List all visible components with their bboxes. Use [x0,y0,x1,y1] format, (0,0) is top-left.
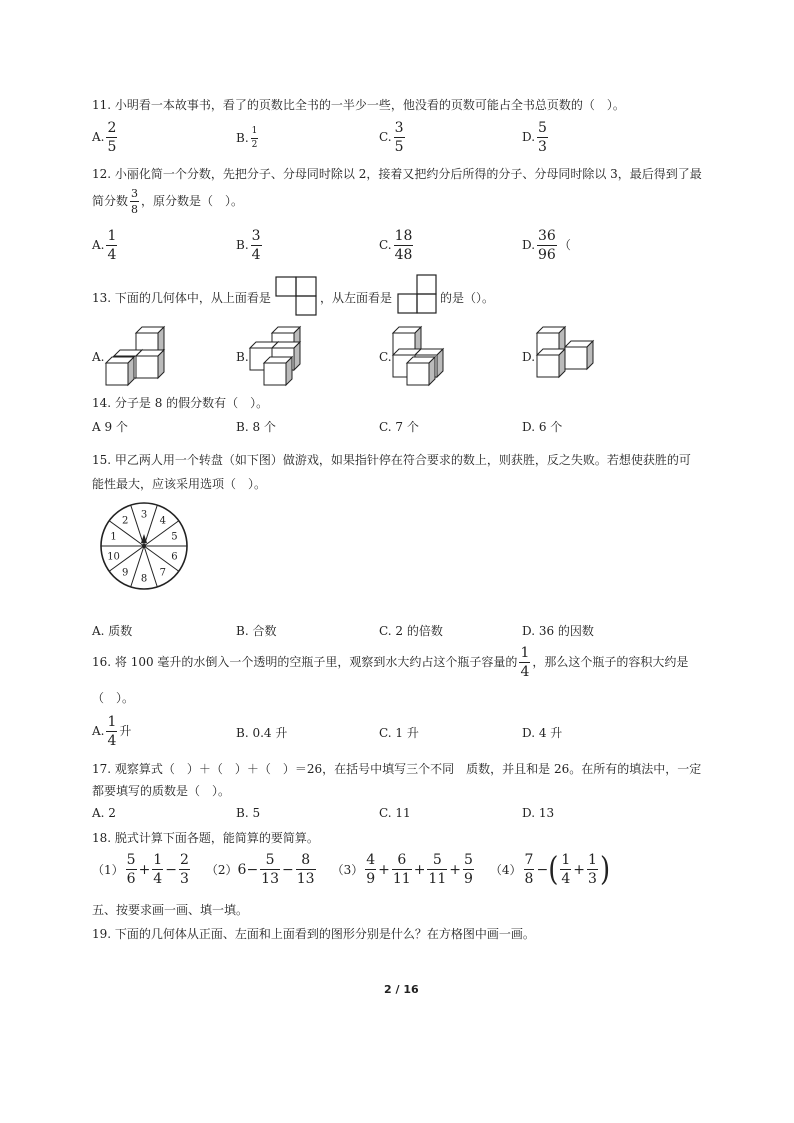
q15-option-c[interactable]: C. 2 的倍数 [379,624,443,638]
text: 16. 将 100 毫升的水倒入一个透明的空瓶子里，观察到水大约占这个瓶子容量的 [92,655,518,669]
q13-option-b-label: B. [236,350,249,364]
fraction: $\frac{5}{9}$ [463,852,473,887]
q12-stem-line1: 12. 小丽化简一个分数，先把分子、分母同时除以 2，接着又把约分后所得的分子、分母同时除以 3，最后得到了最 [92,167,702,181]
spinner-number: 2 [122,515,129,527]
q16-stem-line1 [92,646,688,679]
q13-stem-a: 13. 下面的几何体中，从上面看是 [92,291,271,305]
fraction: $\frac{5}{13}$ [261,852,279,887]
q13-stem-b: ，从左面看是 [320,291,393,305]
q13-option-c-label: C. [379,350,392,364]
operator: + [378,861,390,878]
fraction: $\frac{1}{3}$ [588,852,597,887]
q16-stem-line2: （ ）。 [92,691,135,705]
q19-stem: 19. 下面的几何体从正面、左面和上面看到的图形分别是什么？在方格图中画一画。 [92,927,535,941]
number: 6 [237,861,247,878]
q14-option-d[interactable]: D. 6 个 [522,420,563,434]
option-label: B. [236,238,249,252]
text: ，那么这个瓶子的容积大约是 [532,655,689,669]
option-label: A. [92,238,105,252]
q17-option-a[interactable]: A. 2 [92,806,116,820]
fraction: $\frac{2}{3}$ [179,852,189,887]
expr4-label: （4） [489,863,522,877]
option-tail: （ [558,238,571,252]
operator: − [282,861,294,878]
operator: + [449,861,461,878]
fraction: $\frac{1}{2}$ [251,126,258,150]
fraction: $\frac{5}{11}$ [428,852,447,887]
fraction: $\frac{3}{8}$ [131,187,139,216]
operator: − [165,861,177,878]
q17-option-d[interactable]: D. 13 [522,806,555,820]
q16-option-b[interactable]: B. 0.4 升 [236,726,288,740]
spinner-number: 10 [107,551,120,563]
fraction: $\frac{1}{4}$ [107,714,117,749]
option-label: C. [379,238,392,252]
q13-option-a-label: A. [92,350,105,364]
spinner-number: 7 [159,567,166,579]
q16-option-a[interactable] [92,715,131,748]
page-number: 2 / 16 [384,983,419,996]
q12-option-c[interactable] [379,229,415,262]
spinner-number: 3 [140,509,148,521]
option-label: A. [92,130,105,144]
q11-option-d[interactable] [522,121,550,154]
operator: + [413,861,426,878]
fraction: $\frac{2}{5}$ [107,120,117,155]
text: ，原分数是（ ）。 [141,194,244,208]
q16-option-d[interactable]: D. 4 升 [522,726,563,740]
spinner-number: 8 [140,573,148,585]
operator: − [536,861,549,878]
q11-option-c[interactable] [379,121,407,154]
option-label: D. [522,130,536,144]
spinner-number: 4 [159,515,166,527]
operator: + [138,861,151,878]
right-paren: ) [599,850,611,889]
spinner-wheel [99,501,189,591]
q17-option-c[interactable]: C. 11 [379,806,411,820]
top-view-figure [275,276,319,316]
q15-stem-line2: 能性最大，应该采用选项（ ）。 [92,477,267,491]
q14-option-c[interactable]: C. 7 个 [379,420,419,434]
q14-option-a[interactable]: A 9 个 [92,420,128,434]
expr3-label: （3） [331,863,364,877]
q13-option-a-figure[interactable] [106,327,166,387]
option-label: C. [379,130,392,144]
left-paren: ( [548,850,559,889]
expr1-label: （1） [92,863,124,877]
text: 简分数 [92,194,129,208]
fraction: $\frac{1}{4}$ [561,852,571,887]
q14-option-b[interactable]: B. 8 个 [236,420,276,434]
q13-stem-c: 的是（）。 [440,291,495,305]
fraction: $\frac{36}{96}$ [538,228,556,263]
fraction: $\frac{5}{6}$ [126,852,136,887]
spinner-number: 5 [171,531,178,543]
q18-stem: 18. 脱式计算下面各题，能简算的要简算。 [92,831,319,845]
option-label: B. [236,131,249,145]
operator: − [246,861,259,878]
left-view-figure [397,274,439,316]
q11-option-b[interactable] [236,127,260,150]
fraction: $\frac{6}{11}$ [392,852,411,887]
spinner-number: 6 [171,551,178,563]
fraction: $\frac{8}{13}$ [296,852,315,887]
q15-option-b[interactable]: B. 合数 [236,624,277,638]
q15-option-a[interactable]: A. 质数 [92,624,133,638]
q15-option-d[interactable]: D. 36 的因数 [522,624,594,638]
q14-stem: 14. 分子是 8 的假分数有（ ）。 [92,396,269,410]
fraction: $\frac{5}{3}$ [538,120,547,155]
fraction: $\frac{3}{5}$ [394,120,404,155]
q12-option-b[interactable] [236,229,264,262]
q13-option-d-figure[interactable] [537,327,597,387]
q13-option-c-figure[interactable] [393,327,453,387]
q17-stem-line2: 都要填写的质数是（ ）。 [92,784,231,798]
q12-stem-line2 [92,188,243,215]
q17-option-b[interactable]: B. 5 [236,806,261,820]
fraction: $\frac{3}{4}$ [251,228,261,263]
fraction: $\frac{1}{4}$ [107,228,117,263]
fraction: $\frac{18}{48}$ [394,228,413,263]
option-label: D. [522,238,536,252]
q17-stem-line1: 17. 观察算式（ ）＋（ ）＋（ ）＝26，在括号中填写三个不同 质数，并且和是 26。在所有的填法中，一定 [92,762,702,776]
q11-stem: 11. 小明看一本故事书，看了的页数比全书的一半少一些，他没看的页数可能占全书总页数的（ ）。 [92,98,625,112]
q12-option-d[interactable] [522,229,571,262]
section5-title: 五、按要求画一画、填一填。 [92,903,249,917]
fraction: $\frac{4}{9}$ [366,852,376,887]
q13-option-b-figure[interactable] [250,327,310,387]
spinner-number: 9 [122,567,129,579]
q13-option-d-label: D. [522,350,536,364]
unit: 升 [119,724,132,738]
q15-stem-line1: 15. 甲乙两人用一个转盘（如下图）做游戏，如果指针停在符合要求的数上，则获胜，反之失败。若想使获胜的可 [92,453,691,467]
q12-option-a[interactable] [92,229,119,262]
operator: + [573,861,586,878]
fraction: $\frac{1}{4}$ [153,852,163,887]
expr2-label: （2） [205,863,238,877]
option-label: A. [92,724,105,738]
spinner-center [142,544,146,548]
q16-option-c[interactable]: C. 1 升 [379,726,419,740]
fraction: $\frac{7}{8}$ [524,852,534,887]
q11-option-a[interactable] [92,121,119,154]
spinner-number: 1 [110,531,117,543]
q18-expressions [92,850,611,889]
fraction: $\frac{1}{4}$ [520,645,530,680]
